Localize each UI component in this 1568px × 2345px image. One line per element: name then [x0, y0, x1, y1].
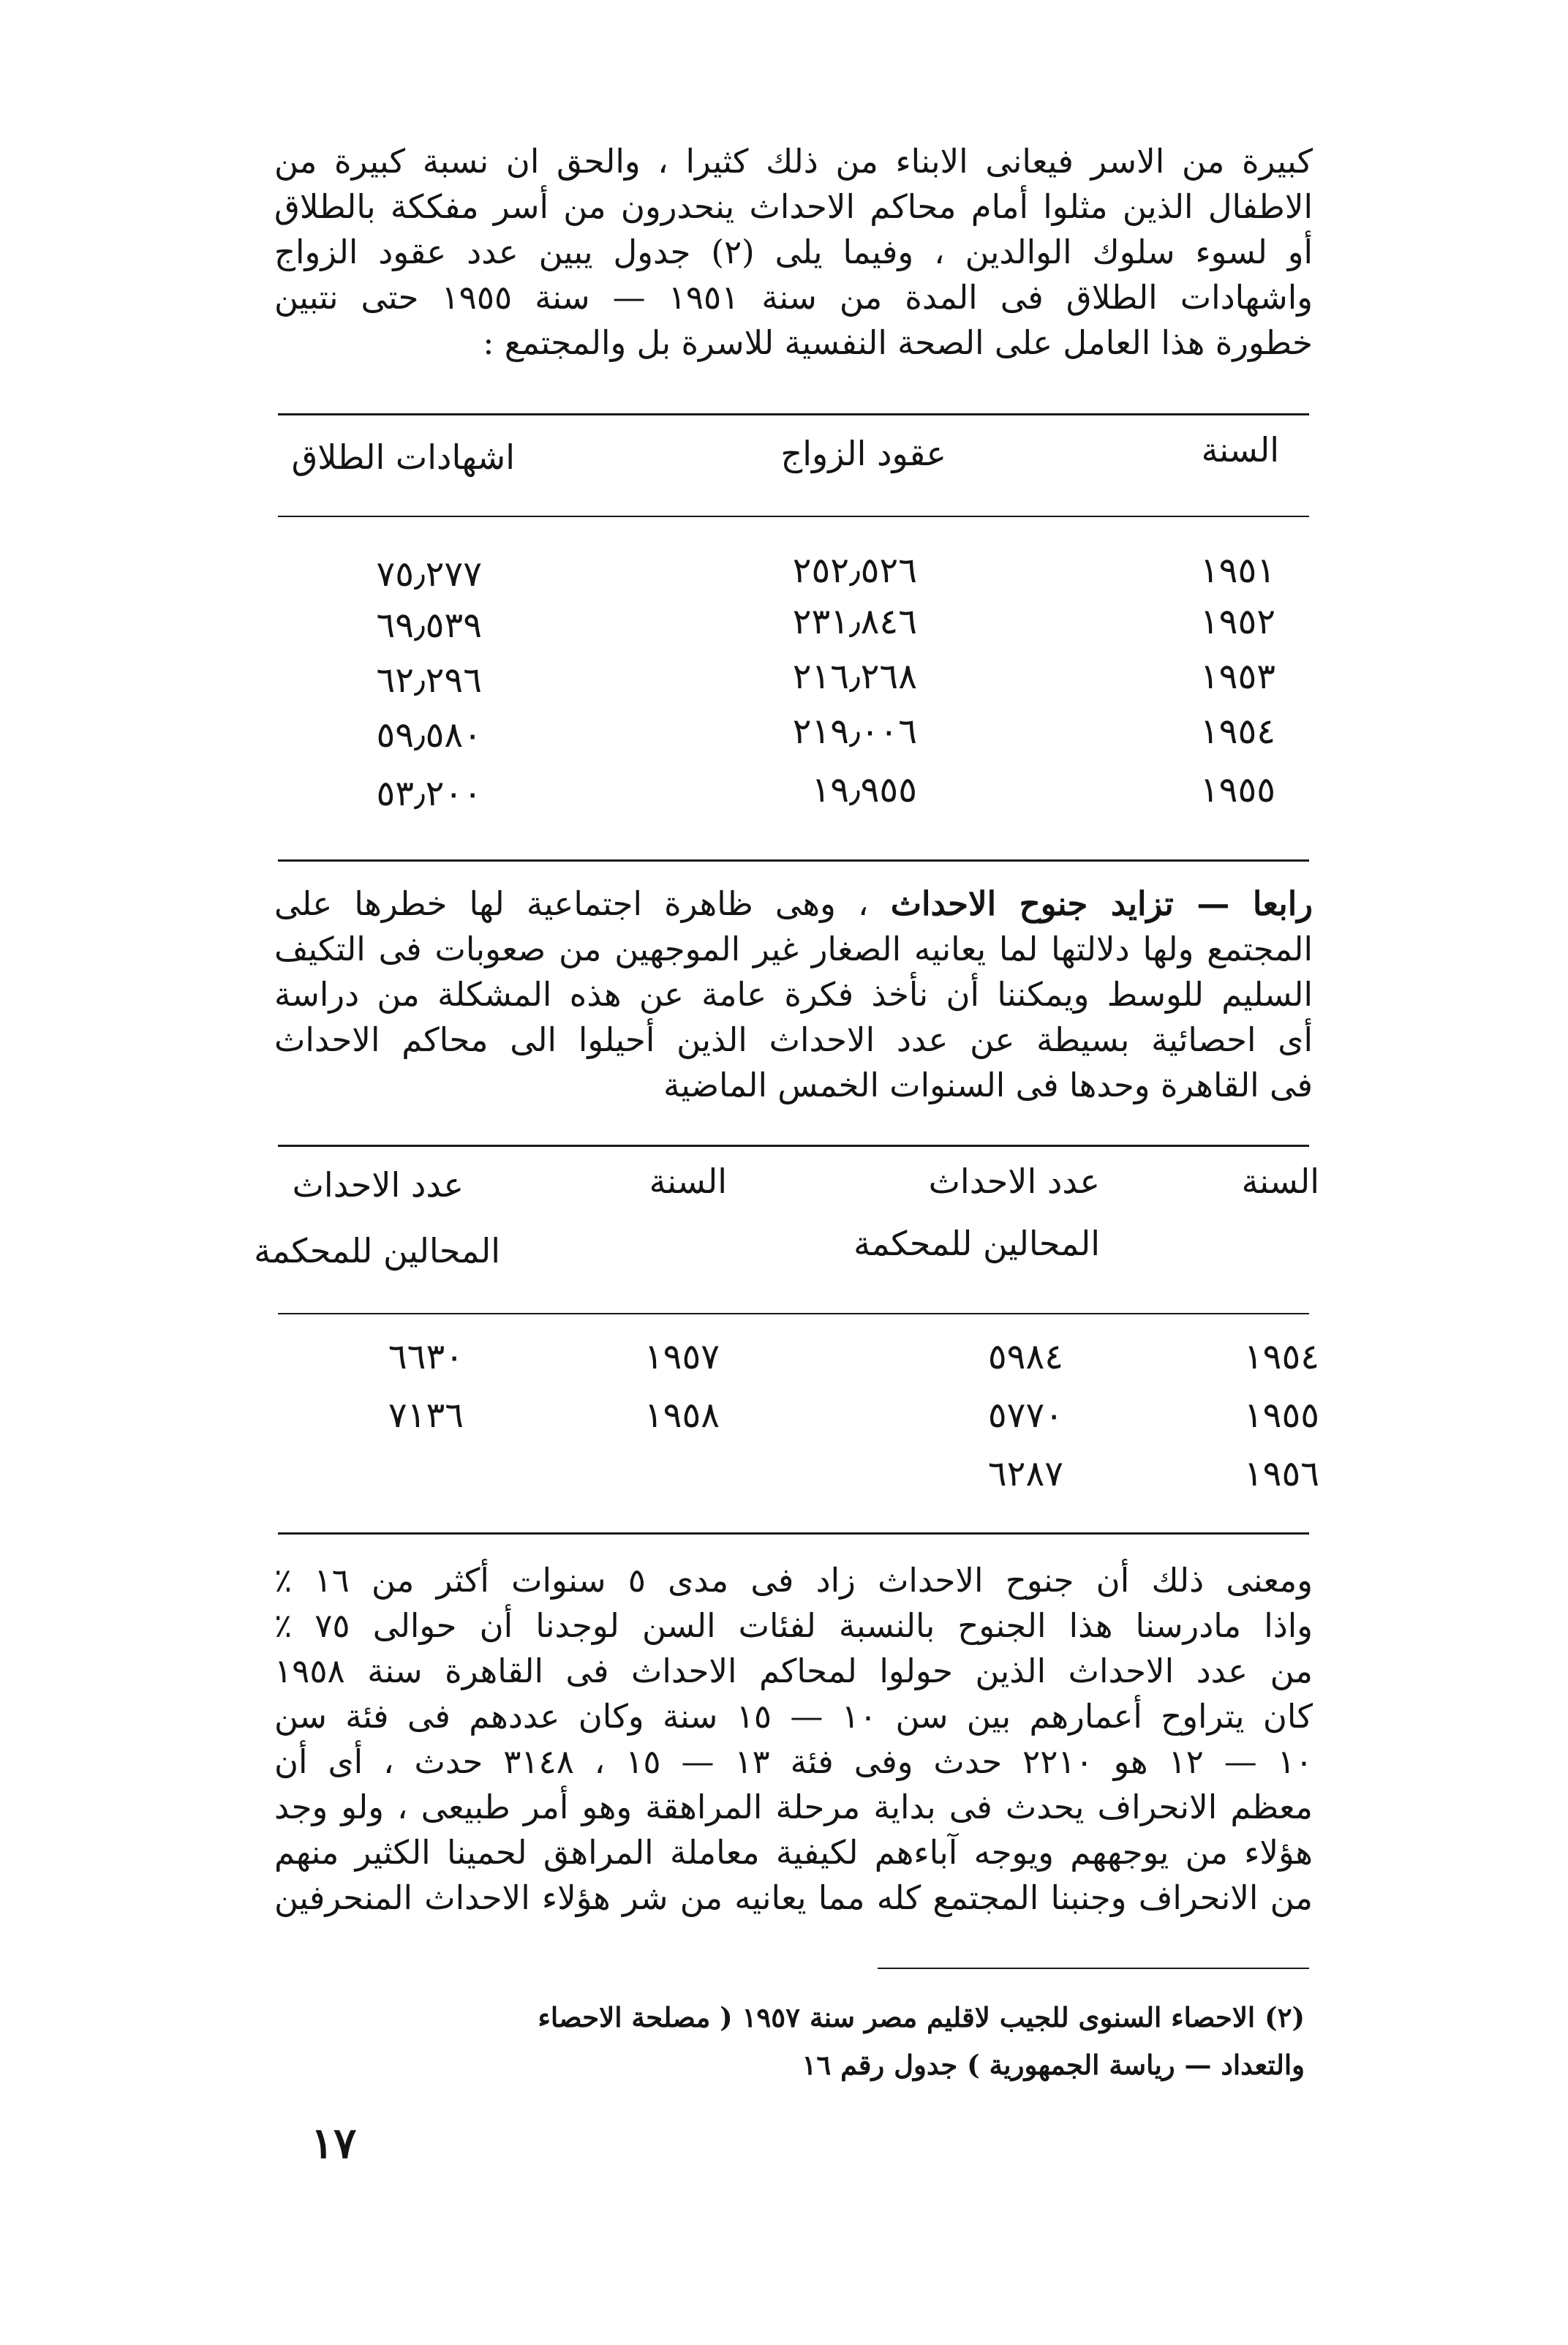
table1-header-rule: [278, 516, 1309, 517]
table2-header-count-right-1: عدد الاحداث: [928, 1162, 1100, 1201]
table2-year: ١٩٥٥: [1243, 1395, 1319, 1436]
table1-year: ١٩٥٣: [1199, 656, 1275, 697]
section4-line: المجتمع ولها دلالتها لما يعانيه الصغار غير الموجهين من صعوبات فى التكيف: [274, 930, 1313, 968]
closing-line: من عدد الاحداث الذين حولوا لمحاكم الاحداث فى القاهرة سنة ١٩٥٨: [274, 1652, 1313, 1690]
table1-year: ١٩٥٤: [1199, 711, 1275, 752]
closing-line: معظم الانحراف يحدث فى بداية مرحلة المراهقة وهو أمر طبيعى ، ولو وجد: [274, 1788, 1313, 1826]
table2-year: ١٩٥٦: [1243, 1453, 1319, 1494]
section4-heading: رابعا — تزايد جنوح الاحداث: [890, 884, 1313, 923]
table2-count: ٦٢٨٧: [987, 1453, 1063, 1494]
table1-marriages: ٢١٩٫٠٠٦: [792, 711, 917, 752]
intro-paragraph: [274, 139, 1313, 366]
section4-line: أى احصائية بسيطة عن عدد الاحداث الذين أحيلوا الى محاكم الاحداث: [274, 1020, 1313, 1059]
table1-top-rule: [278, 413, 1309, 415]
table2-top-rule: [278, 1145, 1309, 1147]
table1-divorces: ٥٩٫٥٨٠: [376, 715, 482, 756]
table2-year: ١٩٥٤: [1243, 1336, 1319, 1377]
table1-header-divorces: اشهادات الطلاق: [291, 437, 515, 477]
table1-marriages: ٢٣١٫٨٤٦: [792, 601, 917, 642]
table2-header-rule: [278, 1313, 1309, 1314]
table1-divorces: ٦٢٫٢٩٦: [376, 660, 482, 701]
section4-line: السليم للوسط ويمكننا أن نأخذ فكرة عامة عن هذه المشكلة من دراسة: [274, 975, 1313, 1014]
table1-bottom-rule: [278, 859, 1309, 862]
intro-line: أو لسوء سلوك الوالدين ، وفيما يلى (٢) جدول يبين عدد عقود الزواج: [274, 233, 1313, 271]
table2-header-count-right-2: المحالين للمحكمة: [853, 1224, 1100, 1263]
section4-first-line-rest: ، وهى ظاهرة اجتماعية لها خطرها على: [274, 884, 891, 923]
table2-year: ١٩٥٨: [644, 1395, 720, 1436]
table1-marriages: ٢٥٢٫٥٢٦: [792, 550, 917, 591]
table2-header-count-left-2: المحالين للمحكمة: [254, 1231, 500, 1271]
closing-paragraph: [274, 1558, 1313, 1921]
footnote-line: (٢) الاحصاء السنوى للجيب لاقليم مصر سنة ١٩٥٧ ( مصلحة الاحصاء: [538, 2001, 1305, 2033]
intro-line: واشهادات الطلاق فى المدة من سنة ١٩٥١ — سنة ١٩٥٥ حتى نتبين: [274, 278, 1313, 317]
table2-header-count-left-1: عدد الاحداث: [292, 1165, 464, 1205]
table1-divorces: ٧٥٫٢٧٧: [376, 554, 482, 595]
closing-line: كان يتراوح أعمارهم بين سن ١٠ — ١٥ سنة وكان عددهم فى فئة سن: [274, 1697, 1313, 1736]
intro-line: خطورة هذا العامل على الصحة النفسية للاسرة بل والمجتمع :: [483, 323, 1313, 362]
section4-line: فى القاهرة وحدها فى السنوات الخمس الماضية: [663, 1066, 1313, 1104]
intro-line: كبيرة من الاسر فيعانى الابناء من ذلك كثيرا ، والحق ان نسبة كبيرة من: [274, 142, 1313, 181]
table2-bottom-rule: [278, 1532, 1309, 1535]
table1-marriages: ١٩٫٩٥٥: [811, 769, 917, 810]
closing-line: واذا مادرسنا هذا الجنوح بالنسبة لفئات السن لوجدنا أن حوالى ٧٥ ٪: [274, 1606, 1313, 1645]
section4-paragraph: [274, 881, 1313, 1108]
table2-header-year-right: السنة: [1241, 1162, 1319, 1201]
closing-line: ومعنى ذلك أن جنوح الاحداث زاد فى مدى ٥ سنوات أكثر من ١٦ ٪: [274, 1561, 1313, 1600]
table1-header-year: السنة: [1201, 430, 1279, 470]
closing-line: ١٠ — ١٢ هو ٢٢١٠ حدث وفى فئة ١٣ — ١٥ ، ٣١٤٨ حدث ، أى أن: [274, 1742, 1313, 1781]
footnote-line: والتعداد — رياسة الجمهورية ) جدول رقم ١٦: [802, 2049, 1305, 2081]
section4-line: [274, 881, 1313, 927]
table1-year: ١٩٥٥: [1199, 769, 1275, 810]
table1-divorces: ٦٩٫٥٣٩: [376, 605, 482, 646]
table1-year: ١٩٥١: [1199, 550, 1275, 591]
table2-count: ٦٦٣٠: [388, 1336, 464, 1377]
table1-marriages: ٢١٦٫٢٦٨: [792, 656, 917, 697]
table2-count: ٥٧٧٠: [987, 1395, 1063, 1436]
table2-count: ٧١٣٦: [388, 1395, 464, 1436]
table2-header-year-left: السنة: [649, 1162, 727, 1201]
table1-year: ١٩٥٢: [1199, 601, 1275, 642]
closing-line: من الانحراف وجنبنا المجتمع كله مما يعانيه من شر هؤلاء الاحداث المنحرفين: [274, 1878, 1313, 1917]
closing-line: هؤلاء من يوجههم ويوجه آباءهم لكيفية معاملة المراهق لحمينا الكثير منهم: [274, 1833, 1313, 1872]
table2-count: ٥٩٨٤: [987, 1336, 1063, 1377]
page-number: ١٧: [311, 2118, 357, 2168]
table1-header-marriages: عقود الزواج: [780, 434, 946, 473]
intro-line: الاطفال الذين مثلوا أمام محاكم الاحداث ينحدرون من أسر مفككة بالطلاق: [274, 187, 1313, 226]
table1-divorces: ٥٣٫٢٠٠: [376, 773, 482, 814]
table2-year: ١٩٥٧: [644, 1336, 720, 1377]
footnote-rule: [878, 1968, 1309, 1969]
